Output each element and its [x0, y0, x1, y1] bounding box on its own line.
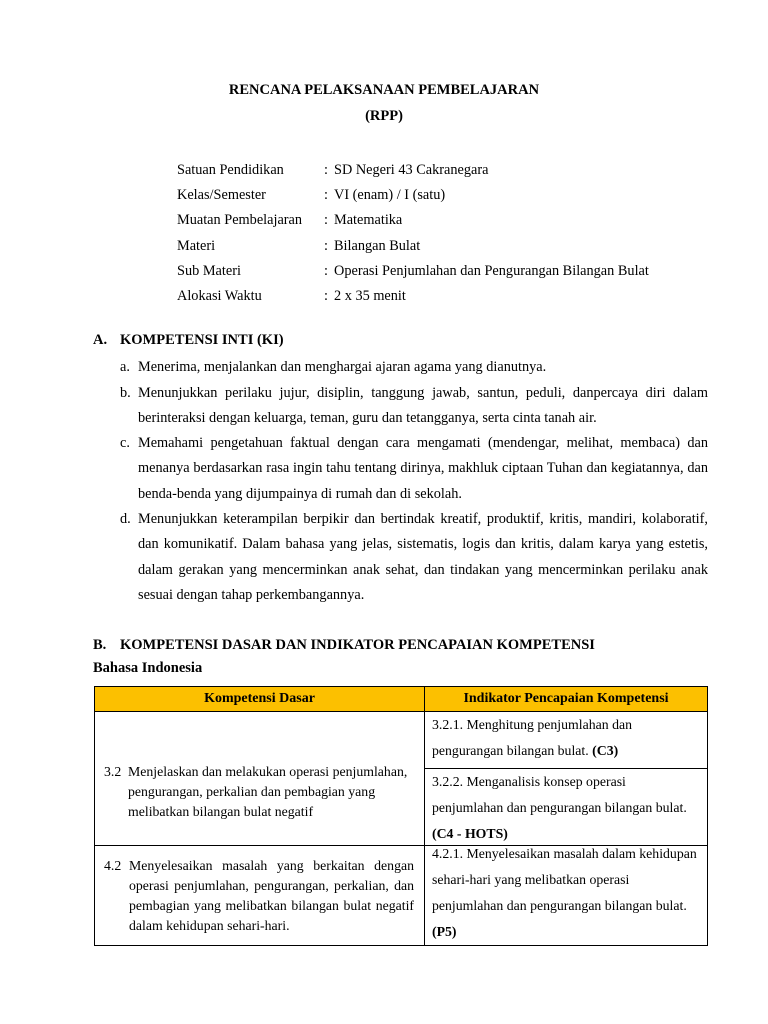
- subject-heading: Bahasa Indonesia: [93, 660, 203, 676]
- meta-row-sub-materi: [177, 259, 649, 284]
- identity-block: [177, 158, 649, 309]
- meta-row-satuan-pendidikan: [177, 158, 649, 183]
- meta-row-materi: [177, 234, 649, 259]
- indicator-text: 3.2.1. Menghitung penjumlahan dan pengurangan bilangan bulat.: [432, 717, 633, 758]
- meta-value: Operasi Penjumlahan dan Pengurangan Bilangan Bulat: [334, 262, 649, 279]
- ki-item-label: b.: [120, 385, 131, 401]
- ki-item-text: Menunjukkan perilaku jujur, disiplin, tanggung jawab, santun, peduli, danpercaya diri dalam berinteraksi dengan keluarga, teman, guru dan tetangganya, serta cinta tanah air.: [138, 385, 708, 427]
- table-cell-indicator-3-2-2: [424, 768, 708, 846]
- document-title: RENCANA PELAKSANAAN PEMBELAJARAN: [228, 82, 540, 98]
- section-b-heading: [93, 637, 595, 654]
- ki-item: [120, 507, 708, 608]
- document-subtitle: (RPP): [365, 108, 403, 124]
- ki-item-label: c.: [120, 435, 130, 451]
- meta-label: Sub Materi: [177, 262, 241, 279]
- meta-label: Alokasi Waktu: [177, 288, 262, 305]
- kd-description: Menyelesaikan masalah yang berkaitan dengan operasi penjumlahan, pengurangan, perkalian, dan pembagian yang melibatkan bilangan bulat negatif dalam kehidupan sehari-hari.: [129, 858, 414, 933]
- meta-label: Materi: [177, 237, 216, 254]
- kd-number: 3.2: [104, 764, 122, 779]
- meta-value: VI (enam) / I (satu): [334, 187, 446, 204]
- kd-text: [104, 856, 414, 936]
- meta-separator: :: [324, 187, 328, 204]
- indicator-level: (C4 - HOTS): [432, 826, 508, 841]
- ki-item-text: Memahami pengetahuan faktual dengan cara mengamati (mendengar, melihat, membaca) dan menanya berdasarkan rasa ingin tahu tentang dirinya, makhluk ciptaan Tuhan dan kegiatannya, dan benda-benda yang dijumpainya di rumah dan di sekolah.: [138, 435, 708, 502]
- meta-value: SD Negeri 43 Cakranegara: [334, 162, 489, 179]
- ki-item-label: a.: [120, 359, 130, 375]
- table-header-indikator: Indikator Pencapaian Kompetensi: [424, 686, 708, 712]
- section-title: KOMPETENSI DASAR DAN INDIKATOR PENCAPAIAN KOMPETENSI: [120, 637, 595, 653]
- table-cell-kd-4-2: [94, 845, 425, 946]
- indicator-text: 3.2.2. Menganalisis konsep operasi penjumlahan dan pengurangan bilangan bulat.: [432, 774, 687, 815]
- competency-table: [94, 686, 708, 946]
- section-letter: A.: [93, 332, 108, 348]
- meta-separator: :: [324, 237, 328, 254]
- section-title: KOMPETENSI INTI (KI): [120, 332, 284, 348]
- section-a-heading: [93, 332, 284, 349]
- indicator-level: (C3): [592, 743, 619, 758]
- meta-value: Bilangan Bulat: [334, 237, 421, 254]
- ki-item: [120, 431, 708, 507]
- ki-item: [120, 355, 708, 380]
- meta-label: Satuan Pendidikan: [177, 162, 284, 179]
- table-cell-kd-3-2: [94, 711, 425, 846]
- indicator-text: 4.2.1. Menyelesaikan masalah dalam kehidupan sehari-hari yang melibatkan operasi penjumlahan dan pengurangan bilangan bulat.: [432, 846, 697, 913]
- meta-label: Kelas/Semester: [177, 187, 266, 204]
- meta-value: Matematika: [334, 212, 403, 229]
- table-cell-indicator-4-2-1: [424, 845, 708, 946]
- section-letter: B.: [93, 637, 107, 653]
- meta-row-kelas-semester: [177, 183, 649, 208]
- table-header-kompetensi-dasar: Kompetensi Dasar: [94, 686, 425, 712]
- kd-description: Menjelaskan dan melakukan operasi penjumlahan, pengurangan, perkalian dan pembagian yang melibatkan bilangan bulat negatif: [128, 764, 408, 819]
- meta-separator: :: [324, 212, 328, 229]
- meta-value: 2 x 35 menit: [334, 288, 406, 305]
- indicator-level: (P5): [432, 924, 457, 939]
- meta-separator: :: [324, 288, 328, 305]
- meta-row-muatan-pembelajaran: [177, 208, 649, 233]
- meta-row-alokasi-waktu: [177, 284, 649, 309]
- ki-item-text: Menunjukkan keterampilan berpikir dan bertindak kreatif, produktif, kritis, mandiri, kolaboratif, dan komunikatif. Dalam bahasa yang jelas, sistematis, logis dan kritis, dalam karya yang estetis, dalam gerakan yang mencerminkan anak sehat, dan tindakan yang mencerminkan perilaku anak sesuai dengan tahap perkembangannya.: [138, 511, 708, 603]
- ki-item-label: d.: [120, 511, 131, 527]
- meta-label: Muatan Pembelajaran: [177, 212, 303, 229]
- ki-item: [120, 381, 708, 432]
- table-cell-indicator-3-2-1: [424, 711, 708, 769]
- meta-separator: :: [324, 162, 328, 179]
- kd-text: [104, 762, 414, 822]
- kd-number: 4.2: [104, 858, 122, 873]
- meta-separator: :: [324, 262, 328, 279]
- ki-item-text: Menerima, menjalankan dan menghargai ajaran agama yang dianutnya.: [138, 359, 547, 375]
